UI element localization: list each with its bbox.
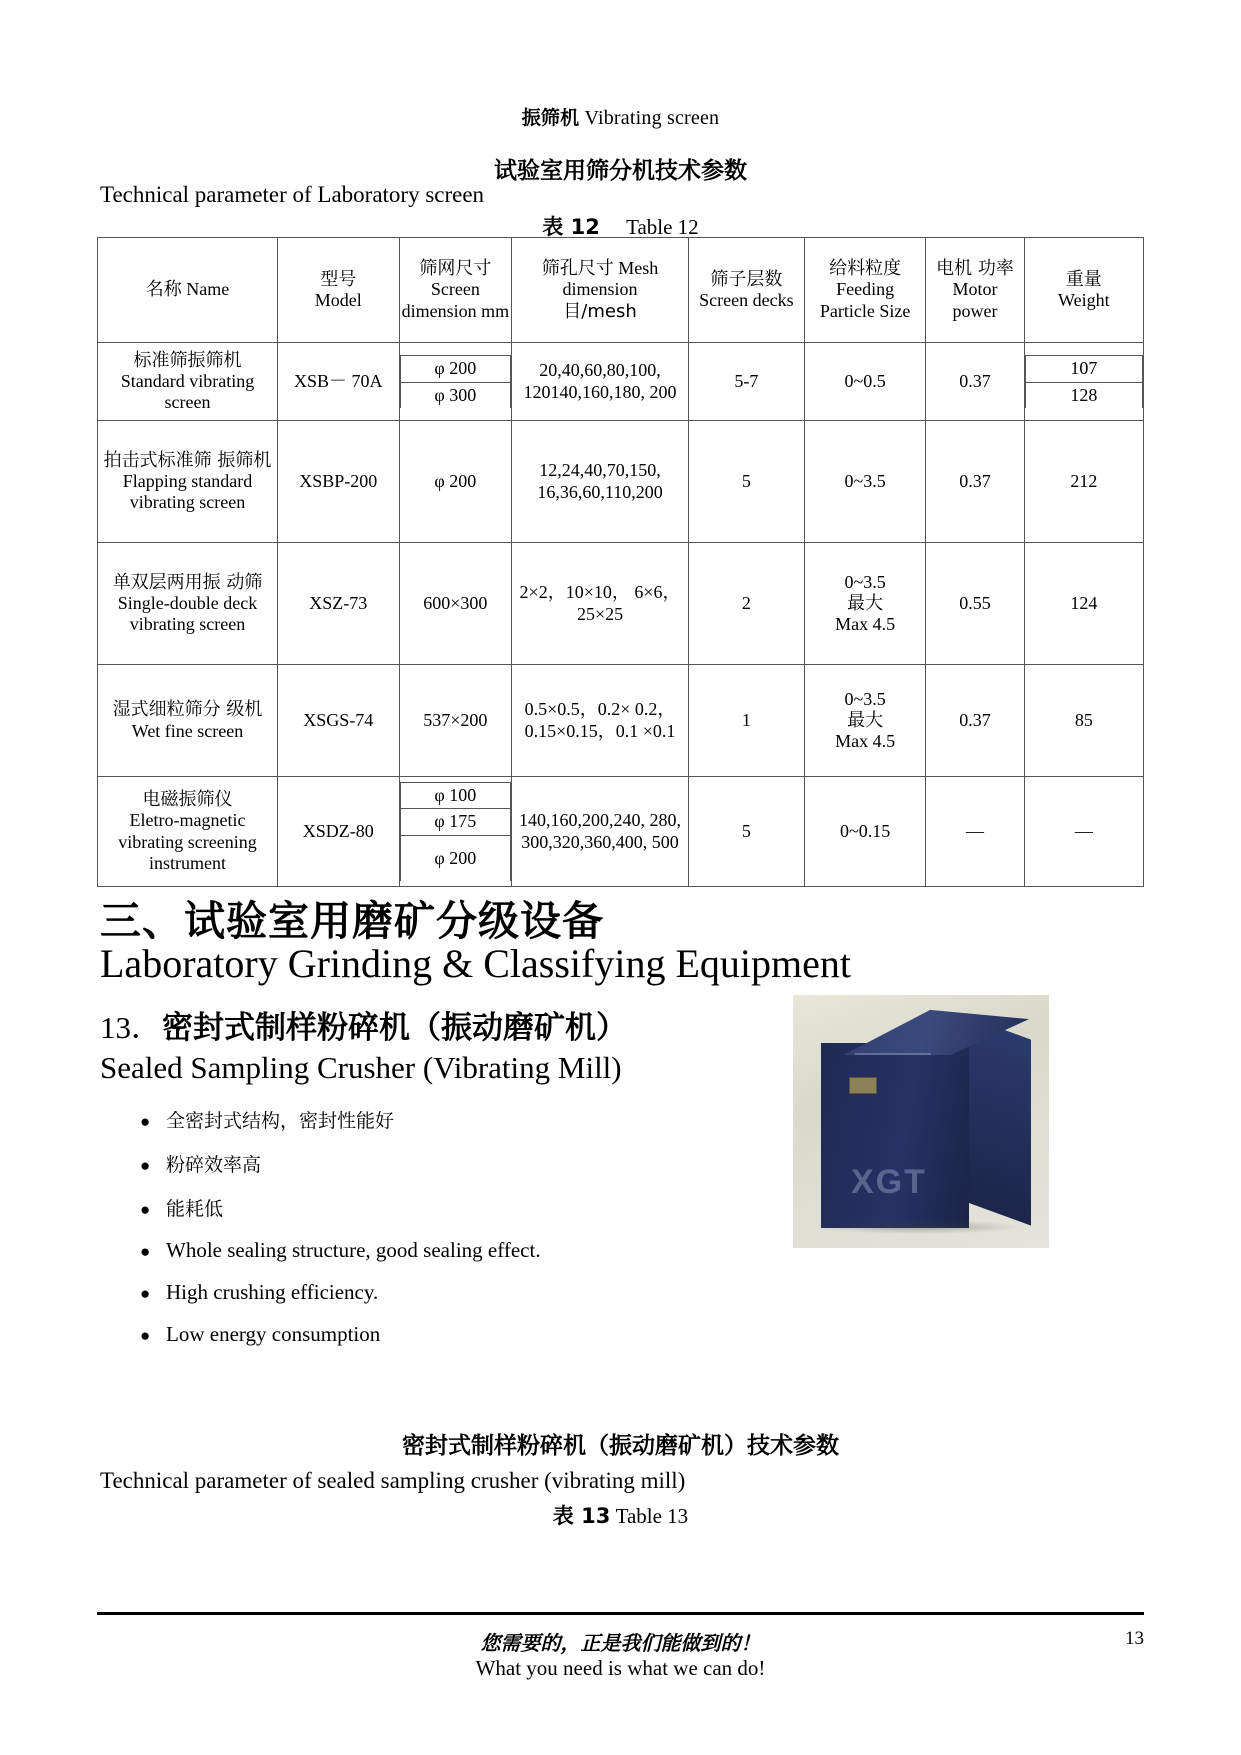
- cell-model: XSGS-74: [278, 665, 399, 777]
- cell-feeding: 0~0.15: [804, 777, 925, 887]
- cell-name-en: Standard vibrating screen: [120, 370, 255, 413]
- cell-mesh: 2×2，10×10， 6×6，25×25: [512, 543, 689, 665]
- cell-name-cn: 标准筛振筛机: [133, 349, 242, 371]
- bullet-dot-icon: ●: [140, 1112, 151, 1131]
- cell-model: XSZ-73: [278, 543, 399, 665]
- weight-2: 128: [1025, 382, 1142, 408]
- list-item: [140, 1150, 760, 1177]
- cell-mesh: 0.5×0.5，0.2× 0.2， 0.15×0.15，0.1 ×0.1: [512, 665, 689, 777]
- footer-slogan-cn: 您需要的，正是我们能做到的！: [480, 1631, 761, 1655]
- table-header-row: [98, 238, 1144, 343]
- cell-motor: 0.37: [926, 421, 1024, 543]
- section-heading-en: Laboratory Grinding & Classifying Equipment: [100, 941, 851, 986]
- cell-motor: 0.37: [926, 343, 1024, 421]
- cell-weight: 212: [1024, 421, 1143, 543]
- table-row: [98, 777, 1144, 887]
- product-control-panel: [849, 1077, 877, 1094]
- cell-feeding: 0~0.5: [804, 343, 925, 421]
- list-item-label: High crushing efficiency.: [166, 1280, 379, 1304]
- footer-divider: [97, 1612, 1144, 1615]
- table-row: [98, 421, 1144, 543]
- feeding-max-en: Max 4.5: [835, 731, 896, 752]
- header-motor-en: Motor power: [952, 279, 998, 321]
- header-screen-dimension-cn: 筛网尺寸: [419, 258, 492, 280]
- table12-number-en: Table 12: [626, 215, 699, 239]
- cell-name-en: Flapping standard vibrating screen: [122, 470, 253, 513]
- header-weight-en: Weight: [1058, 290, 1110, 310]
- photo-watermark: XGT: [851, 1163, 927, 1201]
- cell-weight: 124: [1024, 543, 1143, 665]
- cell-decks: 5-7: [688, 343, 804, 421]
- header-screen-decks: [688, 238, 804, 343]
- header-motor-power: [926, 238, 1024, 343]
- cell-name-cn: 单双层两用振 动筛: [112, 571, 263, 593]
- product-side-face: [969, 1017, 1031, 1226]
- feeding-max-cn: 最大: [847, 709, 884, 731]
- cell-screen-dimension: 537×200: [399, 665, 512, 777]
- table12-caption-en: Technical parameter of Laboratory screen: [100, 182, 485, 207]
- screen-dimension-1: φ 100: [400, 783, 511, 809]
- cell-screen-dimension: [399, 343, 512, 421]
- header-name: [98, 238, 278, 343]
- item-title-cn: 密封式制样粉碎机（振动磨矿机）: [162, 1010, 627, 1046]
- table13-caption-en: Technical parameter of sealed sampling crusher (vibrating mill): [100, 1468, 686, 1493]
- header-name-en: Name: [186, 279, 230, 300]
- bullet-dot-icon: ●: [140, 1200, 151, 1219]
- cell-name-cn: 湿式细粒筛分 级机: [112, 699, 263, 721]
- cell-name-cn: 电磁振筛仪: [142, 789, 233, 811]
- bullet-dot-icon: ●: [140, 1242, 151, 1261]
- running-head-en: Vibrating screen: [584, 107, 720, 129]
- header-mesh-dimension: [512, 238, 689, 343]
- cell-feeding: [804, 543, 925, 665]
- table-row: [98, 343, 1144, 421]
- section-heading-cn: 三、试验室用磨矿分级设备: [100, 897, 604, 945]
- cell-screen-dimension: [399, 777, 512, 887]
- cell-name-en: Single-double deck vibrating screen: [117, 592, 258, 635]
- cell-decks: 5: [688, 421, 804, 543]
- feeding-range: 0~3.5: [844, 688, 886, 709]
- header-weight-cn: 重量: [1065, 268, 1102, 290]
- cell-name: [98, 543, 278, 665]
- header-name-cn: 名称: [145, 279, 182, 301]
- running-head-cn: 振筛机: [521, 107, 580, 129]
- feeding-max-en: Max 4.5: [835, 614, 896, 635]
- feeding-range: 0~3.5: [844, 571, 886, 592]
- bullet-dot-icon: ●: [140, 1156, 151, 1175]
- cell-motor: 0.55: [926, 543, 1024, 665]
- screen-dimension-2: φ 175: [400, 809, 511, 835]
- cell-decks: 1: [688, 665, 804, 777]
- cell-name: [98, 665, 278, 777]
- header-decks-cn: 筛子层数: [710, 268, 783, 290]
- cell-model: XSDZ-80: [278, 777, 399, 887]
- cell-decks: 2: [688, 543, 804, 665]
- item-number: 13．: [100, 1010, 162, 1045]
- header-mesh-en: Mesh dimension: [562, 258, 659, 300]
- cell-mesh: 20,40,60,80,100, 120140,160,180, 200: [512, 343, 689, 421]
- list-item-label: 全密封式结构，密封性能好: [166, 1110, 395, 1132]
- table12-caption-cn: 试验室用筛分机技术参数: [494, 158, 747, 184]
- cell-name-en: Eletro-magnetic vibrating screening instrument: [118, 810, 257, 873]
- table13-number: [0, 1500, 1241, 1530]
- cell-model: XSBP-200: [278, 421, 399, 543]
- cell-weight: 85: [1024, 665, 1143, 777]
- header-feeding-particle-size: [804, 238, 925, 343]
- table13-caption-cn: 密封式制样粉碎机（振动磨矿机）技术参数: [402, 1433, 839, 1459]
- list-item-label: Whole sealing structure, good sealing effect.: [166, 1238, 541, 1262]
- list-item: [140, 1194, 760, 1221]
- cell-model: XSB－ 70A: [278, 343, 399, 421]
- bullet-dot-icon: ●: [140, 1284, 151, 1303]
- bullet-dot-icon: ●: [140, 1326, 151, 1345]
- header-model: [278, 238, 399, 343]
- running-head: [0, 103, 1241, 130]
- header-decks-en: Screen decks: [699, 290, 794, 310]
- cell-name: [98, 421, 278, 543]
- table-technical-parameter-laboratory-screen: [97, 237, 1144, 887]
- cell-screen-dimension: φ 200: [399, 421, 512, 543]
- header-model-en: Model: [314, 290, 362, 310]
- list-item-label: 粉碎效率高: [166, 1154, 262, 1176]
- product-shadow: [813, 1220, 1023, 1234]
- cell-decks: 5: [688, 777, 804, 887]
- list-item: [140, 1322, 760, 1347]
- cell-feeding: [804, 665, 925, 777]
- list-item: [140, 1280, 760, 1305]
- list-item-label: 能耗低: [166, 1198, 224, 1220]
- item-heading-en: Sealed Sampling Crusher (Vibrating Mill): [100, 1050, 622, 1085]
- table12-number-cn: 表 12: [542, 215, 600, 239]
- product-photo: [793, 995, 1049, 1248]
- cell-feeding: 0~3.5: [804, 421, 925, 543]
- weight-1: 107: [1025, 356, 1142, 382]
- header-mesh-dimension-line1: [514, 258, 686, 300]
- cell-weight: [1024, 343, 1143, 421]
- header-screen-dimension: [399, 238, 512, 343]
- cell-mesh: 12,24,40,70,150, 16,36,60,110,200: [512, 421, 689, 543]
- cell-weight: —: [1024, 777, 1143, 887]
- cell-mesh: 140,160,200,240, 280, 300,320,360,400, 500: [512, 777, 689, 887]
- header-screen-dimension-en: Screen dimension mm: [401, 279, 510, 321]
- screen-dimension-2: φ 300: [400, 382, 511, 408]
- list-item-label: Low energy consumption: [166, 1322, 381, 1346]
- footer-slogan-en: What you need is what we can do!: [475, 1656, 766, 1680]
- screen-dimension-1: φ 200: [400, 356, 511, 382]
- cell-motor: —: [926, 777, 1024, 887]
- cell-name-cn: 拍击式标准筛 振筛机: [103, 449, 272, 471]
- cell-name: [98, 343, 278, 421]
- feeding-max-cn: 最大: [847, 592, 884, 614]
- cell-name-en: Wet fine screen: [131, 720, 244, 741]
- list-item: [140, 1106, 760, 1133]
- header-motor-cn: 电机 功率: [936, 258, 1014, 280]
- table-row: [98, 543, 1144, 665]
- header-feeding-en: Feeding Particle Size: [819, 279, 911, 321]
- header-weight: [1024, 238, 1143, 343]
- cell-screen-dimension: 600×300: [399, 543, 512, 665]
- header-feeding-cn: 给料粒度: [829, 258, 902, 280]
- feature-bullet-list: [140, 1106, 760, 1364]
- cell-motor: 0.37: [926, 665, 1024, 777]
- table-row: [98, 665, 1144, 777]
- page-number: 13: [1125, 1628, 1144, 1649]
- table13-number-en: Table 13: [615, 1504, 689, 1528]
- item-heading-cn: [100, 1002, 627, 1047]
- screen-dimension-3: φ 200: [400, 835, 511, 881]
- header-mesh-cn: 筛孔尺寸: [541, 258, 614, 280]
- product-seam-line: [855, 1053, 931, 1055]
- table13-number-cn: 表 13: [552, 1504, 611, 1528]
- header-mesh-unit: 目/mesh: [563, 300, 637, 322]
- cell-name: [98, 777, 278, 887]
- list-item: [140, 1238, 760, 1263]
- header-model-cn: 型号: [320, 268, 357, 290]
